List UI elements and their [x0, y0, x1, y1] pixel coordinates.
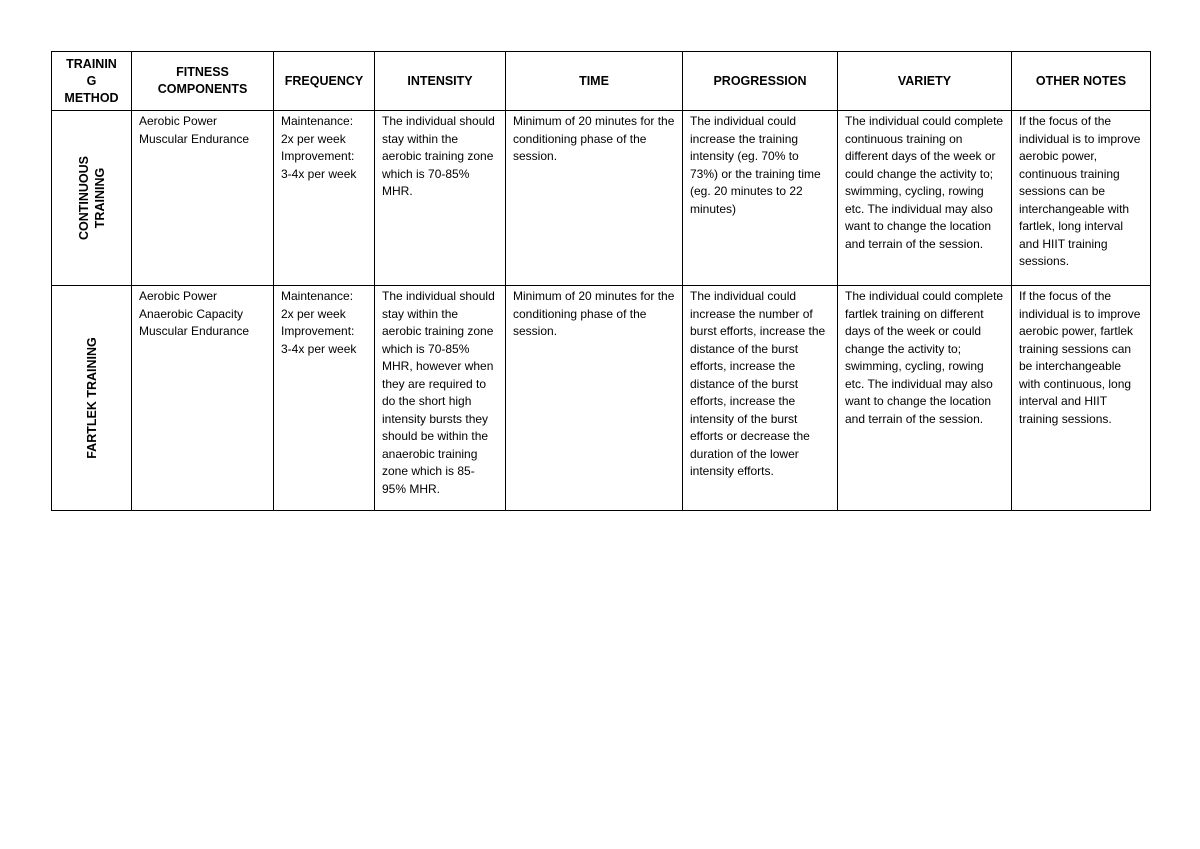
header-training-method: TRAININ G METHOD: [52, 52, 132, 111]
method-cell: [52, 111, 132, 286]
table-row-continuous-training: [52, 111, 1151, 286]
components-cell: Aerobic Power Anaerobic Capacity Muscular Endurance: [132, 286, 274, 511]
frequency-cell: Maintenance: 2x per week Improvement: 3-4x per week: [274, 111, 375, 286]
progression-cell: The individual could increase the number of burst efforts, increase the distance of the burst efforts, increase the distance of the burst efforts, increase the intensity of the burst efforts or decrease the duration of the lower intensity efforts.: [683, 286, 838, 511]
variety-cell: The individual could complete continuous training on different days of the week or could change the activity to; swimming, cycling, rowing etc. The individual may also want to change the location and terrain of the session.: [838, 111, 1012, 286]
frequency-cell: Maintenance: 2x per week Improvement: 3-4x per week: [274, 286, 375, 511]
other-notes-cell: If the focus of the individual is to improve aerobic power, continuous training sessions can be interchangeable with fartlek, long interval and HIIT training sessions.: [1012, 111, 1151, 286]
variety-cell: The individual could complete fartlek training on different days of the week or could change the activity to; swimming, cycling, rowing etc. The individual may also want to change the location and terrain of the session.: [838, 286, 1012, 511]
method-cell: [52, 286, 132, 511]
method-label: FARTLEK TRAINING: [84, 337, 99, 459]
components-cell: Aerobic Power Muscular Endurance: [132, 111, 274, 286]
time-cell: Minimum of 20 minutes for the conditioning phase of the session.: [506, 111, 683, 286]
other-notes-cell: If the focus of the individual is to improve aerobic power, fartlek training sessions can be interchangeable with continuous, long interval and HIIT training sessions.: [1012, 286, 1151, 511]
header-other-notes: OTHER NOTES: [1012, 52, 1151, 111]
table-row-fartlek-training: [52, 286, 1151, 511]
header-fitness-components: FITNESS COMPONENTS: [132, 52, 274, 111]
header-time: TIME: [506, 52, 683, 111]
header-row: [52, 52, 1151, 111]
header-progression: PROGRESSION: [683, 52, 838, 111]
intensity-cell: The individual should stay within the aerobic training zone which is 70-85% MHR, however when they are required to do the short high intensity bursts they should be within the anaerobic training zone which is 85-95% MHR.: [375, 286, 506, 511]
time-cell: Minimum of 20 minutes for the conditioning phase of the session.: [506, 286, 683, 511]
training-methods-table: [51, 51, 1151, 511]
header-frequency: FREQUENCY: [274, 52, 375, 111]
header-variety: VARIETY: [838, 52, 1012, 111]
header-intensity: INTENSITY: [375, 52, 506, 111]
method-label: CONTINUOUS TRAINING: [76, 155, 107, 241]
intensity-cell: The individual should stay within the aerobic training zone which is 70-85% MHR.: [375, 111, 506, 286]
progression-cell: The individual could increase the training intensity (eg. 70% to 73%) or the training time (eg. 20 minutes to 22 minutes): [683, 111, 838, 286]
